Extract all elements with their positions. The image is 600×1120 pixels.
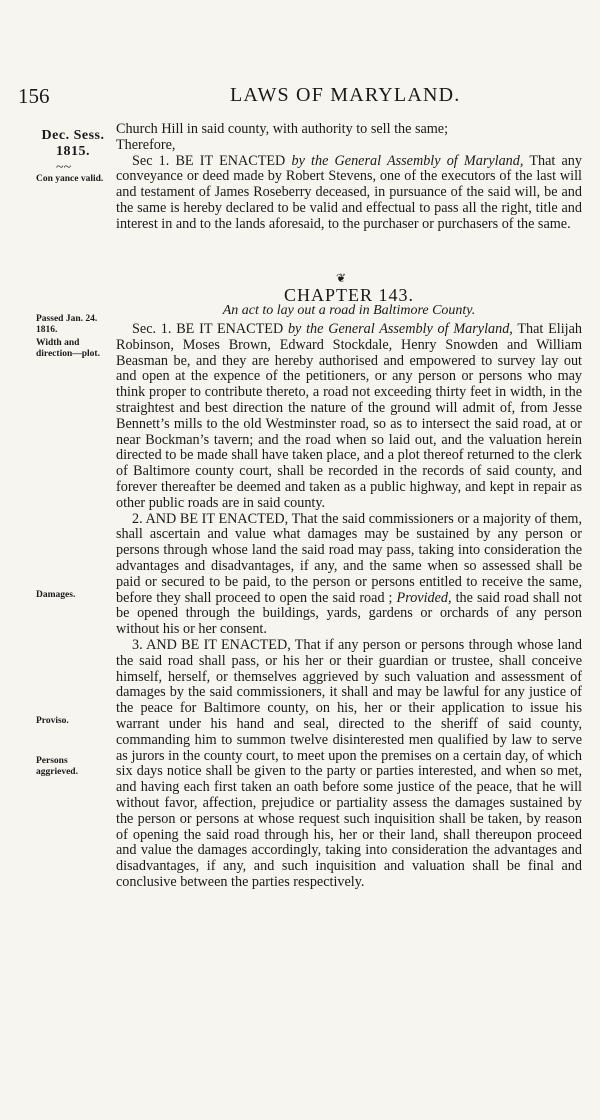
running-title: LAWS OF MARYLAND. [230,84,461,106]
margin-note-passed: Passed Jan. 24. 1816. [36,314,98,335]
section-1-heading: Sec. 1. BE IT ENACTED [132,321,288,337]
section-1-italic: by the General Assembly of Maryland, [287,321,513,337]
section-3: 3. AND BE IT ENACTED, That if any person or persons through whose land the said road shall pass, or his her or their guardian or trustee, shall conceive himself, herself, or themselves aggrieved by such valuation and assessment of damages by the said commissioners, it shall and may be lawful for any justice of the peace for Baltimore county, on his, her or their application to issue his warrant under his hand and seal, directed to the sheriff of said county, commanding him to summon twelve disinterested men qualified by law to serve as jurors in the county court, to meet upon the premises on a certain day, of which six days notice shall be given to the party or parties interested, and when so met, and having each first taken an oath before some justice of the peace, that he will without favor, affection, prejudice or partiality assess the damages sustained by the person or persons at whose request such inquisition shall be taken, by reason of opening the said road through his, her or their land, shall thereupon proceed and value the damages accordingly, taking into consideration the advantages and disadvantages, if any, and such inquisition and valuation shall be final and conclusive between the parties respectively. [116,636,582,890]
session-year: 1815. [56,144,90,159]
flourish-ornament: ~~ [56,160,72,175]
session-note [34,128,112,160]
session-line-1: Dec. Sess. [41,128,105,143]
section-1-italic: by the General Assembly of Maryland, [291,152,524,169]
chapter-body [116,322,582,891]
section-2-proviso: Provided, [396,589,452,606]
section-1-start: Sec 1. BE IT ENACTED [132,152,292,169]
section-1 [116,322,582,512]
page-header [18,84,570,108]
section-2-body: 2. AND BE IT ENACTED, That the said commissioners or a majority of them, shall ascertain and value what damages may be sustained by any person or persons through whose land the said road may pass, taking into consideration the advantages and disadvantages, if any, and the same when so assessed shall be paid or secured to be paid, to the person or persons entitled to receive the same, before they shall proceed to open the said road ; [116,510,582,606]
section-1-body: That Elijah Robinson, Moses Brown, Edward Stockdale, Henry Snowden and William Beasman be, and they are hereby authorised and empowered to survey lay out and open at the expence of the petitioners, or any person or persons who may think proper to contribute thereto, a road not exceeding thirty feet in width, in the straightest and best direction the nature of the ground will admit of, from Jesse Bennett’s mills to the old Westminster road, so as to intersect the said road, at or near Bockman’s tavern; and the road when so laid out, and the valuation herein directed to be made shall have taken place, and a plot thereof returned to the clerk of Baltimore county court, shall be recorded in the records of said county, and forever thereafter be deemed and taken as a public highway, and kept in repair as other public roads are in said county. [116,321,583,511]
preceding-act-text [116,122,582,233]
chapter-ornament: ❦ [336,271,347,285]
section-2-rest: the said road shall not be opened through the buildings, yards, gardens or orchards of any person without his or her consent. [116,589,582,638]
margin-note-width: Width and direction—plot. [36,338,100,359]
margin-note-conveyance: Con yance valid. [36,174,104,184]
margin-note-damages: Damages. [36,590,76,600]
margin-note-persons: Persons aggrieved. [36,756,78,777]
section-1-rest: That any conveyance or deed made by Robert Stevens, one of the executors of the last will and testament of James Roseberry deceased, in pursuance of the said will, be and the same is hereby declared to be valid and effectual to pass all the right, title and interest in and to the lands aforesaid, to the purchaser or purchasers of the same. [116,152,582,232]
section-2 [116,512,582,638]
margin-note-proviso: Proviso. [36,716,69,726]
section-1-paragraph [116,154,582,233]
text-line: Church Hill in said county, with authority to sell the same; [116,121,449,137]
page-number: 156 [18,84,50,108]
chapter-title: An act to lay out a road in Baltimore County. [222,303,476,318]
text-line: Therefore, [116,136,176,153]
chapter-heading: CHAPTER 143. [283,285,414,305]
